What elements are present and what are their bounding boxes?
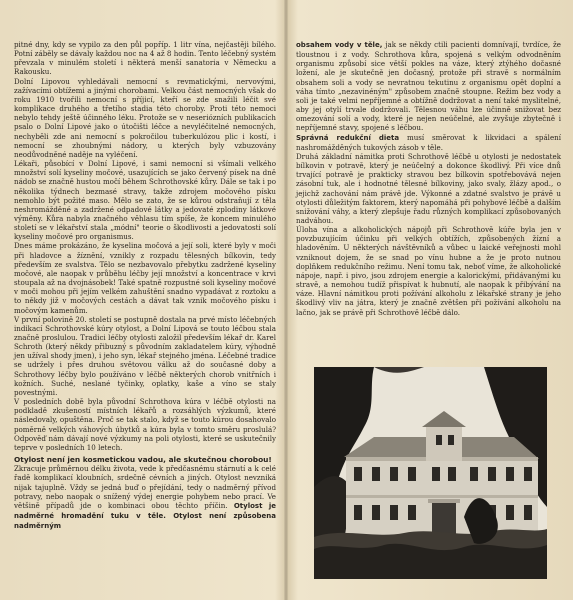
left-page-text: [14, 40, 276, 531]
foreground-bushes: [314, 544, 547, 579]
right-page-text: [296, 40, 561, 317]
manor-house-illustration: [314, 367, 547, 579]
paragraph-text: Zkracuje průměrnou délku života, vede k předčasnému stárnutí a k celé řadě komplikací kloubních, srdečně cévních a jiných. Otylost nevzniká nijak tajuplně. Vždy se jedná buď o přejídání, tedy o nadměrný přívod potravy, nebo naopak o snížený výdej energie pohybem nebo prací. Ve většině případů jde o kombinaci obou těchto příčin.: [14, 464, 276, 510]
paragraph-text: musí směrovat k likvidaci a spálení nashromážděných tukových zásob v těle.: [296, 132, 561, 152]
bold-lead: obsahem vody v těle,: [296, 41, 383, 49]
manor-house-photo: [314, 367, 547, 579]
paragraph: V první polovině 20. století se postupně dostala na prvé místo léčebných indikací Schrothovské kúry otylost, a Dolní Lipová se touto léčbou stala značně proslulou. Tradici léčby otylosti založil především lékař dr. Karel Schroth (který někdy přibuzný s původním zakladatelem kúry, výhodně jen užíval shody jmen), i jeho syn, lékař stejného jména. Léčebné tradice se udržely i přes druhou světovou válku až do současné doby a Schrothovy léčby bylo používáno v léčbě některých chorob vnitřních i kožních. Suché, neslané tyčinky, oplatky, kaše a víno se staly povestnými.: [14, 314, 276, 397]
paragraph: Dolní Lipovou vyhledávali nemocní s revmatickými, nervovými, zažívacími obtížemi a jinými chorobami. Velkou část nemocných však do roku 1910 tvořili nemocní s příjicí, kteří se zde snažili léčit své komplikace druhého a třetího stadia této choroby. Proti této nemoci nebylo tehdy ještě účinného léku. Protože se v neseriózních publikacích psalo o Dolní Lipové jako o útočišti léčce a nevyléčitelné nemocných, nechyběli zde ani nemocní s pokročilou tuberkulózou plic i kostí, i nemocní se zhoubnými nádory, u kterých byly vzbuzovány neodůvodněné naděje na vyléčení.: [14, 76, 276, 159]
paragraph: [296, 40, 561, 133]
paragraph: Druhá základní námitka proti Schrothově léčbě u otylosti je nedostatek bílkovin v potravě, který je neúčelný a dokonce škodlivý. Při více dnů trvající potravě je prakticky stravou bez bílkovin spotřebovává nejen zásobní tuk, ale i hodnotné tělesné bílkoviny, jako svaly, žlázy apod., o jejichž zachování nám právě jde. Výkonné a zdatné svalstvo je právě u otylosti důležitým faktorem, který napomáhá při pohybové léčbě a dalším snižování váhy, a který zlepšuje řadu různých komplikací způsobovaných nadváhou.: [296, 151, 561, 225]
paragraph: Dnes máme prokázáno, že kyselina močová a její soli, které byly v moči při hladovce a žíznění, vznikly z rozpadu tělesných bílkovin, tedy především ze svalstva. Tělo se nezbavovalo přebytku zadržené kyseliny močové, ale naopak v průběhu léčby její množství a koncentrace v krvi stoupala až na dvojnásobek! Také spatně rozpustné soli kyseliny močové v moči mohou při jejím velkém zahuštění snadno vypadávat z roztoku a to někdy již v močových cestách a dávat tak vznik močového písku i močovým kamenům.: [14, 241, 276, 315]
paragraph: [14, 464, 276, 531]
paragraph: Úloha vína a alkoholických nápojů při Schrothově kúře byla jen v povzbuzujícím účinku při velkých obtížích, způsobených žízní a hladověním. U některých návštěvníků a vůbec u laické veřejnosti mohl vzniknout dojem, že se snad po vínu hubne a že je proto nutnou doplňkem redukčního režimu. Není tomu tak, neboť víme, že alkoholické nápoje, např. i pivo, jsou zdrojem energie a kalorickými, přidávanými ku stravě, a nemohou tudíž přispívat k hubnutí, ale naopak k přibývání na váze. Hlavní námitkou proti požívání alkoholu z lékařské strany je jeho škodlivý vliv na játra, který je značně zvětšen při požívání alkoholu na lačno, jak se právě při Schrothově léčbě dálo.: [296, 225, 561, 317]
inline-heading: Správná redukční dieta: [296, 133, 400, 142]
paragraph: [296, 133, 561, 152]
section-heading: Otylost není jen kosmetickou vadou, ale skutečnou chorobou!: [14, 455, 272, 465]
paragraph: pitné dny, kdy se vypilo za den půl popříp. 1 litr vína, nejčastěji bílého. Potní záběly se dávaly každou noc na 4 až 8 hodin. Tento léčebný systém převzala v minulém století i některá menší sanatoria v Německu a Rakousku.: [14, 40, 276, 77]
paragraph-text: jak se někdy ctili pacienti domnívají, tvrdíce, že tloustnou i z vody. Schrothova kůra, spojená s velkým odvodněním organismu způsobí sice větší pokles na váze, který ztýhého dočasné ložení, ale je skutečně jen dočasný, protože při stravě s normálním obsahem soli a vody se nevratnou tekutinu z organismu opět doplní a váha tímto „nezavinéným" způsobem značně stoupne. Režim bez vody a soli je také velmi nepříjemné a obtížně dodržovat a není také myslitelné, aby jej otylí trvale dodržovali. Tělesnou váhu lze účinně snižovat bez omezování solí a vody, které je nejen neúčelné, ale zvyšuje zbytečně i nepříjemné stavy, spojené s léčbou.: [296, 40, 561, 133]
paragraph: V posledních době byla původní Schrothova kúra v léčbě otylosti na podkladě zkušeností místních lékařů a rozsáhlých výzkumů, které následovaly, opuštěna. Proč se tak stalo, když se touto kúrou dosahovalo poměrně velkých váhových úbytků a kúra byla v tomto směru proslulá? Odpověď nám dávají nové výzkumy na poli otylosti, které se uskutečnily teprve v posledních 10 letech.: [14, 397, 276, 452]
bold-statement: Otylost je nadměrné hromadění tuku v těle. Otylost není způsobena nadměrným: [14, 501, 276, 531]
page-fold: [284, 0, 288, 600]
paragraph: Lékaři, působící v Dolní Lipové, i sami nemocní si všímali velkého množství solí kyseliny močové, usazujících se jako červený písek na dně nádob se značně hustou močí během Schrothovské kůry. Dále se tak i po několika týdnech bezmasé stravy, takže zdrojem močového písku nemohlo být požité maso. Mělo se zato, že se kůrou odstraňují z těla neshromážděné a zadržené odpadové látky a jedovaté zplodiny látkové výměny. Kůra nabyla značného věhlasu tím spíše, že koncem minulého století se v lékařství stala „módní" teorie o škodlivosti a jedovatosti solí kyseliny močové pro organismus.: [14, 159, 276, 242]
